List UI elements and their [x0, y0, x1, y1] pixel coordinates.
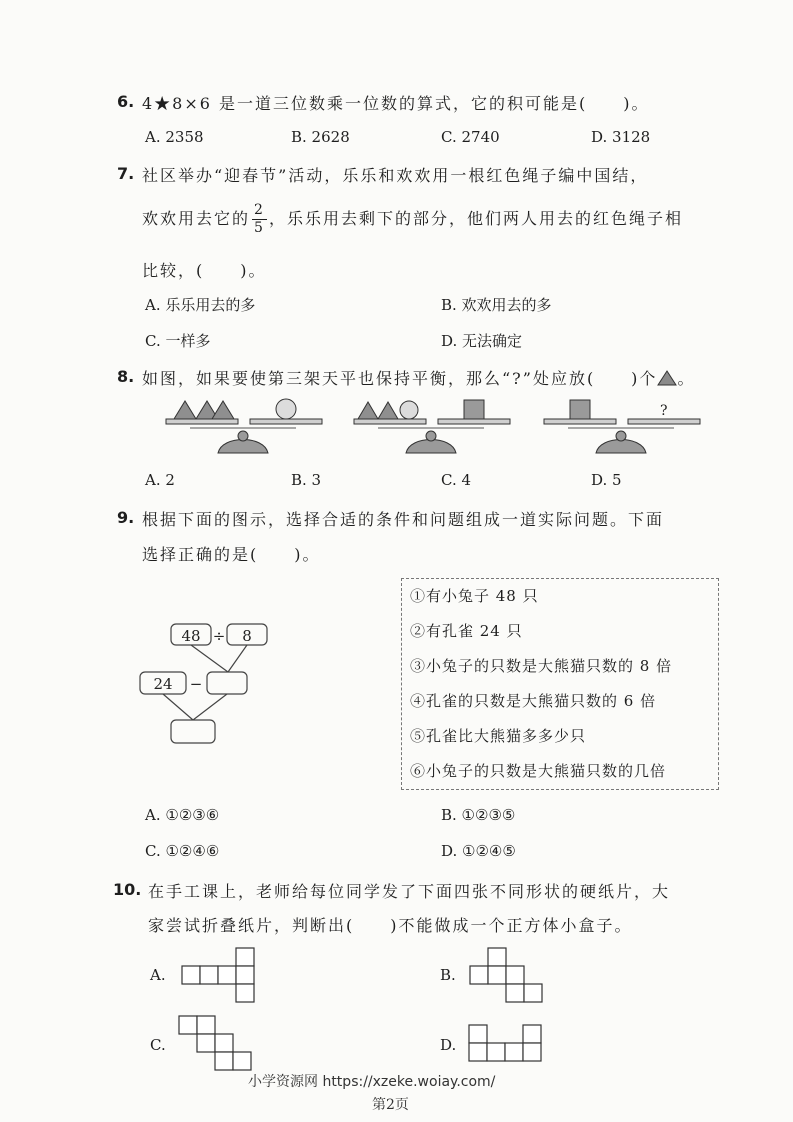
q7-option-b[interactable]: B. 欢欢用去的多	[441, 296, 552, 314]
q7-line2-before: 欢欢用去它的	[142, 209, 251, 228]
q6-option-c[interactable]: C. 2740	[441, 128, 500, 146]
q10-line1: 在手工课上，老师给每位同学发了下面四张不同形状的硬纸片，大	[148, 882, 671, 901]
triangle-icon	[657, 370, 677, 386]
balance-scale-3	[544, 400, 700, 453]
q9-option-d[interactable]: D. ①②④⑤	[441, 842, 516, 860]
q9-number: 9.	[117, 508, 135, 527]
scale-question-mark: ?	[660, 403, 668, 419]
q9-option-a[interactable]: A. ①②③⑥	[145, 806, 220, 824]
q6-option-a[interactable]: A. 2358	[145, 128, 204, 146]
watermark-text[interactable]: 小学资源网 https://xzeke.woiay.com/	[248, 1074, 496, 1090]
q8-option-d[interactable]: D. 5	[591, 471, 622, 489]
operation-diagram	[135, 615, 285, 750]
diagram-value-24: 24	[153, 675, 173, 693]
fraction-numerator: 2	[254, 202, 265, 218]
q9-option-c[interactable]: C. ①②④⑥	[145, 842, 220, 860]
q8-text-before: 如图，如果要使第三架天平也保持平衡，那么“?”处应放( )个	[142, 369, 658, 388]
q8-number: 8.	[117, 367, 135, 386]
condition-4: ④孔雀的只数是大熊猫只数的 6 倍	[410, 692, 657, 710]
q8-text	[142, 366, 695, 389]
q9-line2: 选择正确的是( )。	[142, 545, 321, 564]
fraction-denominator: 5	[254, 220, 265, 236]
condition-6: ⑥小兔子的只数是大熊猫只数的几倍	[410, 762, 667, 780]
q6-text: 4★8×6 是一道三位数乘一位数的算式，它的积可能是( )。	[142, 94, 650, 113]
diagram-value-8: 8	[242, 627, 252, 645]
condition-3: ③小兔子的只数是大熊猫只数的 8 倍	[410, 657, 673, 675]
q10-number: 10.	[113, 880, 142, 899]
balance-scale-1	[166, 399, 322, 453]
q10-label-d[interactable]: D.	[440, 1036, 457, 1054]
fraction	[252, 202, 267, 237]
q6-option-b[interactable]: B. 2628	[291, 128, 350, 146]
q8-option-b[interactable]: B. 3	[291, 471, 322, 489]
divide-sign: ÷	[212, 627, 226, 645]
q10-label-a[interactable]: A.	[150, 966, 166, 984]
cube-net-a[interactable]	[178, 946, 258, 1006]
condition-5: ⑤孔雀比大熊猫多多少只	[410, 727, 587, 745]
q8-text-after: 。	[677, 369, 696, 388]
q7-line1: 社区举办“迎春节”活动，乐乐和欢欢用一根红色绳子编中国结，	[142, 166, 649, 185]
q7-line2-after: ，乐乐用去剩下的部分，他们两人用去的红色绳子相	[268, 209, 683, 228]
q10-label-b[interactable]: B.	[440, 966, 456, 984]
cube-net-b[interactable]	[466, 946, 546, 1006]
q6-number: 6.	[117, 92, 135, 111]
condition-2: ②有孔雀 24 只	[410, 622, 523, 640]
page-number: 第2页	[372, 1097, 409, 1113]
q6-option-d[interactable]: D. 3128	[591, 128, 651, 146]
q7-option-d[interactable]: D. 无法确定	[441, 332, 523, 350]
q10-label-c[interactable]: C.	[150, 1036, 166, 1054]
conditions-box	[401, 578, 719, 790]
condition-1: ①有小兔子 48 只	[410, 587, 539, 605]
q10-line2: 家尝试折叠纸片，判断出( )不能做成一个正方体小盒子。	[148, 916, 633, 935]
q9-option-b[interactable]: B. ①②③⑤	[441, 806, 516, 824]
minus-sign: −	[189, 675, 203, 693]
cube-net-c[interactable]	[176, 1014, 256, 1074]
cube-net-d[interactable]	[466, 1022, 548, 1064]
q7-option-c[interactable]: C. 一样多	[145, 332, 211, 350]
balance-scale-2	[354, 400, 510, 453]
q7-line3: 比较，( )。	[142, 261, 267, 280]
q7-option-a[interactable]: A. 乐乐用去的多	[145, 296, 256, 314]
q8-option-c[interactable]: C. 4	[441, 471, 472, 489]
q7-line2	[142, 202, 683, 237]
balance-scales-figure	[160, 395, 720, 459]
q9-line1: 根据下面的图示，选择合适的条件和问题组成一道实际问题。下面	[142, 510, 665, 529]
q8-option-a[interactable]: A. 2	[145, 471, 175, 489]
diagram-value-48: 48	[181, 627, 201, 645]
q7-number: 7.	[117, 164, 135, 183]
